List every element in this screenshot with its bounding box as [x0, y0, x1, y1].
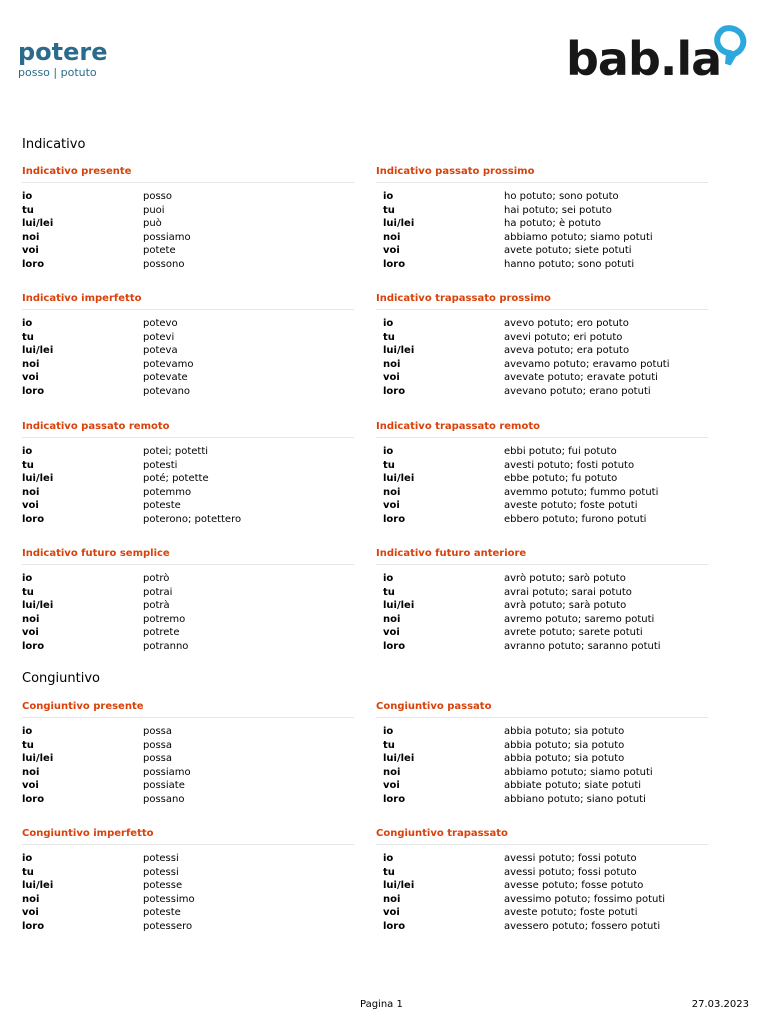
conjugation-row	[22, 486, 354, 500]
section-divider	[22, 844, 354, 845]
conjugation-row	[376, 739, 708, 753]
pronoun: lui/lei	[383, 600, 415, 612]
verb-form: poté; potette	[143, 473, 209, 485]
verb-form: avevano potuto; erano potuti	[504, 385, 651, 397]
pronoun: noi	[22, 613, 40, 625]
verb-form: abbiano potuto; siano potuti	[504, 793, 646, 805]
verb-form: abbia potuto; sia potuto	[504, 726, 625, 737]
pronoun: voi	[383, 907, 400, 919]
pronoun: io	[22, 573, 33, 584]
pronoun: tu	[383, 739, 395, 751]
conjugation-row	[376, 920, 708, 934]
logo-text: bab.la	[566, 32, 722, 82]
conjugation-row	[22, 626, 354, 640]
verb-form: avesse potuto; fosse potuto	[504, 880, 644, 892]
section-divider	[376, 717, 708, 718]
pronoun: io	[22, 446, 33, 457]
conjugation-row	[376, 599, 708, 613]
conjugation-row	[376, 626, 708, 640]
conjugation-row	[376, 725, 708, 739]
pronoun: io	[383, 726, 394, 737]
conjugation-row	[22, 739, 354, 753]
verb-form: potei; potetti	[143, 446, 209, 457]
verb-form: può	[143, 218, 162, 230]
conjugation-row	[22, 385, 354, 399]
conjugation-section	[376, 165, 708, 272]
conjugation-row	[376, 513, 708, 527]
conjugation-row	[22, 204, 354, 218]
pronoun: noi	[383, 613, 401, 625]
verb-form: poterono; potettero	[143, 513, 242, 525]
pronoun: noi	[22, 766, 40, 778]
pronoun: lui/lei	[22, 600, 54, 612]
conjugation-row	[376, 906, 708, 920]
conjugation-row	[22, 258, 354, 272]
pronoun: io	[22, 318, 33, 329]
pronoun: lui/lei	[22, 218, 54, 230]
verb-form: possa	[143, 739, 173, 751]
pronoun: loro	[22, 385, 45, 397]
verb-form: abbia potuto; sia potuto	[504, 739, 625, 751]
conjugation-row	[22, 499, 354, 513]
section-title: Indicativo trapassato prossimo	[376, 293, 551, 304]
conjugation-row	[22, 725, 354, 739]
conjugation-row	[22, 244, 354, 258]
verb-form: ho potuto; sono potuto	[504, 191, 619, 202]
conjugation-row	[376, 613, 708, 627]
verb-form: potrai	[143, 586, 173, 598]
conjugation-row	[22, 371, 354, 385]
pronoun: tu	[22, 866, 34, 878]
pronoun: tu	[383, 866, 395, 878]
pronoun: voi	[22, 627, 39, 639]
conjugation-row	[376, 793, 708, 807]
verb-form: avemmo potuto; fummo potuti	[504, 486, 659, 498]
conjugation-row	[376, 331, 708, 345]
pronoun: noi	[22, 231, 40, 243]
pronoun: lui/lei	[383, 345, 415, 357]
pronoun: voi	[22, 907, 39, 919]
pronoun: voi	[22, 372, 39, 384]
verb-form: possiamo	[143, 766, 191, 778]
conjugation-row	[22, 879, 354, 893]
conjugation-row	[22, 766, 354, 780]
verb-form: avessimo potuto; fossimo potuti	[504, 893, 666, 905]
verb-form: avranno potuto; saranno potuti	[504, 640, 661, 652]
conjugation-row	[376, 445, 708, 459]
conjugation-row	[22, 893, 354, 907]
verb-form: potessi	[143, 866, 179, 878]
conjugation-row	[22, 599, 354, 613]
mood-title-congiuntivo: Congiuntivo	[22, 671, 100, 686]
pronoun: io	[383, 191, 394, 202]
verb-form: avessi potuto; fossi potuto	[504, 866, 637, 878]
conjugation-section	[376, 292, 708, 399]
pronoun: loro	[383, 640, 406, 652]
pronoun: noi	[22, 893, 40, 905]
verb-form: poteste	[143, 907, 181, 919]
conjugation-row	[376, 244, 708, 258]
pronoun: loro	[383, 258, 406, 270]
babla-logo[interactable]	[566, 16, 756, 82]
section-title: Congiuntivo presente	[22, 701, 144, 712]
section-title: Indicativo presente	[22, 166, 132, 177]
pronoun: voi	[383, 372, 400, 384]
conjugation-row	[376, 752, 708, 766]
section-title: Indicativo futuro semplice	[22, 548, 170, 559]
conjugation-row	[22, 640, 354, 654]
verb-form: ebbero potuto; furono potuti	[504, 513, 647, 525]
conjugation-section	[22, 420, 354, 527]
verb-form: potessero	[143, 920, 193, 932]
conjugation-row	[376, 459, 708, 473]
conjugation-row	[22, 613, 354, 627]
section-title: Congiuntivo passato	[376, 701, 492, 712]
verb-form: avrete potuto; sarete potuti	[504, 627, 643, 639]
pronoun: loro	[383, 513, 406, 525]
conjugation-section	[376, 700, 708, 807]
pronoun: voi	[22, 500, 39, 512]
conjugation-row	[376, 472, 708, 486]
verb-form: potrò	[143, 573, 170, 584]
conjugation-row	[22, 231, 354, 245]
conjugation-row	[22, 572, 354, 586]
pronoun: loro	[22, 793, 45, 805]
verb-form: hanno potuto; sono potuti	[504, 258, 635, 270]
verb-form: potete	[143, 245, 176, 257]
pronoun: io	[383, 446, 394, 457]
section-title: Indicativo passato remoto	[22, 421, 170, 432]
pronoun: noi	[383, 893, 401, 905]
conjugation-row	[376, 371, 708, 385]
verb-form: avete potuto; siete potuti	[504, 245, 632, 257]
conjugation-row	[22, 752, 354, 766]
verb-form: avevate potuto; eravate potuti	[504, 372, 658, 384]
verb-form: aveste potuto; foste potuti	[504, 500, 638, 512]
verb-form: ebbe potuto; fu potuto	[504, 473, 618, 485]
conjugation-section	[22, 292, 354, 399]
conjugation-row	[376, 879, 708, 893]
pronoun: voi	[22, 780, 39, 792]
pronoun: tu	[383, 586, 395, 598]
pronoun: lui/lei	[22, 473, 54, 485]
conjugation-row	[22, 459, 354, 473]
pronoun: lui/lei	[383, 753, 415, 765]
pronoun: lui/lei	[383, 880, 415, 892]
conjugation-row	[22, 586, 354, 600]
verb-principal-parts: posso | potuto	[18, 66, 97, 79]
pronoun: tu	[383, 331, 395, 343]
verb-form: potevano	[143, 385, 191, 397]
verb-form: abbia potuto; sia potuto	[504, 753, 625, 765]
verb-form: potevi	[143, 331, 175, 343]
conjugation-row	[22, 906, 354, 920]
section-divider	[22, 437, 354, 438]
conjugation-row	[22, 317, 354, 331]
conjugation-section	[22, 165, 354, 272]
pronoun: voi	[383, 500, 400, 512]
section-divider	[22, 717, 354, 718]
conjugation-row	[376, 190, 708, 204]
verb-form: potessimo	[143, 893, 195, 905]
verb-form: puoi	[143, 204, 165, 216]
conjugation-row	[376, 385, 708, 399]
pronoun: tu	[383, 204, 395, 216]
pronoun: voi	[383, 780, 400, 792]
pronoun: noi	[22, 486, 40, 498]
verb-form: aveste potuto; foste potuti	[504, 907, 638, 919]
conjugation-row	[22, 779, 354, 793]
section-title: Congiuntivo imperfetto	[22, 828, 154, 839]
mood-title-indicativo: Indicativo	[22, 137, 86, 152]
verb-form: potessi	[143, 853, 179, 864]
verb-form: possiamo	[143, 231, 191, 243]
pronoun: tu	[383, 459, 395, 471]
section-divider	[22, 309, 354, 310]
pronoun: noi	[383, 766, 401, 778]
verb-form: potranno	[143, 640, 189, 652]
verb-form: possa	[143, 726, 173, 737]
section-title: Indicativo imperfetto	[22, 293, 142, 304]
verb-form: avrai potuto; sarai potuto	[504, 586, 632, 598]
pronoun: loro	[383, 920, 406, 932]
verb-form: abbiate potuto; siate potuti	[504, 780, 642, 792]
conjugation-section	[22, 700, 354, 807]
pronoun: lui/lei	[383, 218, 415, 230]
verb-form: potremo	[143, 613, 186, 625]
verb-form: posso	[143, 191, 173, 202]
section-divider	[376, 182, 708, 183]
pronoun: lui/lei	[22, 345, 54, 357]
conjugation-section	[22, 547, 354, 654]
pronoun: tu	[22, 459, 34, 471]
conjugation-row	[22, 513, 354, 527]
section-divider	[22, 564, 354, 565]
pronoun: loro	[22, 513, 45, 525]
verb-form: aveva potuto; era potuto	[504, 345, 630, 357]
pronoun: lui/lei	[383, 473, 415, 485]
conjugation-row	[22, 331, 354, 345]
conjugation-row	[376, 231, 708, 245]
conjugation-row	[22, 190, 354, 204]
conjugation-row	[376, 586, 708, 600]
verb-form: avessero potuto; fossero potuti	[504, 920, 661, 932]
conjugation-row	[376, 486, 708, 500]
pronoun: loro	[383, 793, 406, 805]
pronoun: noi	[383, 358, 401, 370]
conjugation-row	[376, 866, 708, 880]
section-divider	[22, 182, 354, 183]
pronoun: io	[383, 318, 394, 329]
conjugation-row	[376, 344, 708, 358]
document-date: 27.03.2023	[691, 999, 749, 1010]
conjugation-row	[22, 852, 354, 866]
pronoun: voi	[22, 245, 39, 257]
conjugation-section	[376, 827, 708, 934]
verb-form: ebbi potuto; fui potuto	[504, 446, 617, 457]
verb-form: potevo	[143, 318, 178, 329]
pronoun: io	[383, 573, 394, 584]
conjugation-row	[376, 317, 708, 331]
pronoun: voi	[383, 627, 400, 639]
pronoun: noi	[22, 358, 40, 370]
pronoun: loro	[22, 258, 45, 270]
conjugation-row	[22, 793, 354, 807]
verb-title: potere	[18, 38, 108, 66]
verb-form: possano	[143, 793, 185, 805]
conjugation-row	[376, 766, 708, 780]
verb-form: avesti potuto; fosti potuto	[504, 459, 635, 471]
conjugation-section	[22, 827, 354, 934]
section-title: Indicativo trapassato remoto	[376, 421, 540, 432]
conjugation-row	[376, 358, 708, 372]
verb-form: potemmo	[143, 486, 192, 498]
verb-form: avrò potuto; sarò potuto	[504, 573, 626, 584]
conjugation-row	[376, 204, 708, 218]
verb-form: avevamo potuto; eravamo potuti	[504, 358, 670, 370]
conjugation-section	[376, 420, 708, 527]
conjugation-row	[376, 258, 708, 272]
verb-form: ha potuto; è potuto	[504, 218, 602, 230]
verb-form: potesti	[143, 459, 178, 471]
pronoun: loro	[22, 920, 45, 932]
section-divider	[376, 437, 708, 438]
conjugation-row	[22, 358, 354, 372]
verb-form: poteva	[143, 345, 178, 357]
verb-form: abbiamo potuto; siamo potuti	[504, 766, 653, 778]
verb-form: potrete	[143, 627, 180, 639]
verb-form: potrà	[143, 600, 170, 612]
pronoun: lui/lei	[22, 753, 54, 765]
pronoun: lui/lei	[22, 880, 54, 892]
verb-form: possa	[143, 753, 173, 765]
section-title: Indicativo futuro anteriore	[376, 548, 527, 559]
conjugation-row	[376, 852, 708, 866]
conjugation-row	[376, 499, 708, 513]
conjugation-row	[22, 445, 354, 459]
conjugation-row	[376, 217, 708, 231]
conjugation-row	[22, 472, 354, 486]
conjugation-row	[376, 572, 708, 586]
verb-form: potevate	[143, 372, 188, 384]
verb-form: hai potuto; sei potuto	[504, 204, 612, 216]
pronoun: tu	[22, 586, 34, 598]
conjugation-row	[22, 344, 354, 358]
conjugation-row	[22, 866, 354, 880]
pronoun: io	[383, 853, 394, 864]
pronoun: tu	[22, 739, 34, 751]
pronoun: voi	[383, 245, 400, 257]
pronoun: io	[22, 726, 33, 737]
pronoun: noi	[383, 231, 401, 243]
verb-form: avevo potuto; ero potuto	[504, 318, 629, 329]
pronoun: io	[22, 191, 33, 202]
pronoun: tu	[22, 204, 34, 216]
verb-form: avevi potuto; eri potuto	[504, 331, 623, 343]
section-divider	[376, 564, 708, 565]
verb-form: potesse	[143, 880, 183, 892]
pronoun: io	[22, 853, 33, 864]
conjugation-row	[376, 779, 708, 793]
conjugation-row	[376, 893, 708, 907]
conjugation-section	[376, 547, 708, 654]
verb-form: potevamo	[143, 358, 194, 370]
verb-form: poteste	[143, 500, 181, 512]
section-divider	[376, 844, 708, 845]
section-title: Congiuntivo trapassato	[376, 828, 508, 839]
page-number: Pagina 1	[360, 999, 403, 1010]
conjugation-row	[376, 640, 708, 654]
conjugation-row	[22, 920, 354, 934]
pronoun: loro	[22, 640, 45, 652]
section-title: Indicativo passato prossimo	[376, 166, 535, 177]
verb-form: avremo potuto; saremo potuti	[504, 613, 655, 625]
section-divider	[376, 309, 708, 310]
pronoun: noi	[383, 486, 401, 498]
conjugation-row	[22, 217, 354, 231]
pronoun: loro	[383, 385, 406, 397]
verb-form: possiate	[143, 780, 185, 792]
verb-form: avrà potuto; sarà potuto	[504, 600, 627, 612]
pronoun: tu	[22, 331, 34, 343]
verb-form: avessi potuto; fossi potuto	[504, 853, 637, 864]
verb-form: abbiamo potuto; siamo potuti	[504, 231, 653, 243]
verb-form: possono	[143, 258, 185, 270]
